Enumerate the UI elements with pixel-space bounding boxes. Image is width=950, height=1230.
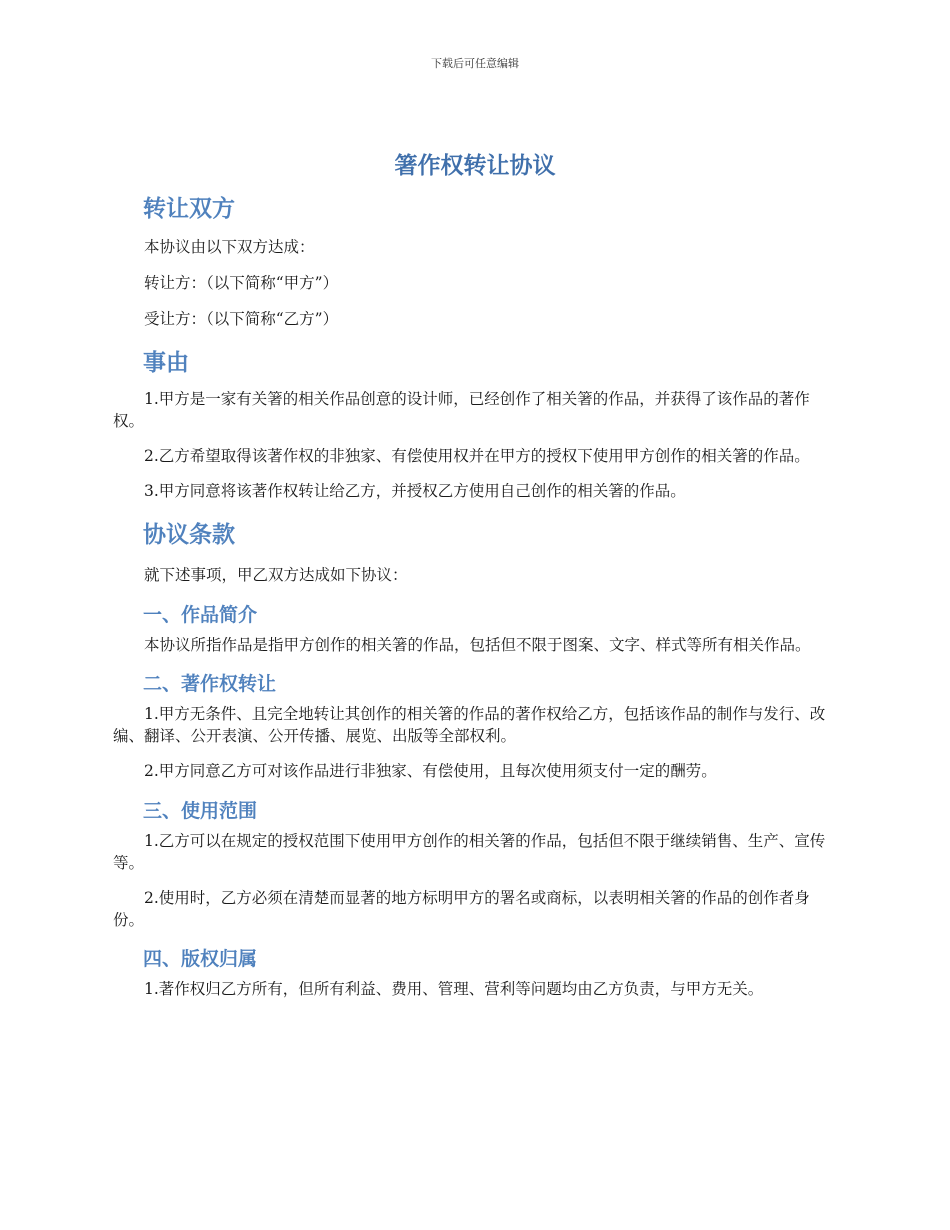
paragraph-reason-1: 1.甲方是一家有关箸的相关作品创意的设计师，已经创作了相关箸的作品，并获得了该作品的著作权。 — [113, 390, 810, 430]
paragraph-usage-2: 2.使用时，乙方必须在清楚而显著的地方标明甲方的署名或商标，以表明相关箸的作品的创作者身份。 — [113, 889, 810, 929]
paragraph-transferor: 转让方：（以下简称“甲方”） — [144, 274, 339, 292]
paragraph-transferee: 受让方：（以下简称“乙方”） — [144, 310, 339, 328]
heading-copyright-ownership: 四、版权归属 — [143, 948, 258, 970]
document-title: 箸作权转让协议 — [394, 153, 556, 179]
paragraph-reason-3: 3.甲方同意将该著作权转让给乙方，并授权乙方使用自己创作的相关箸的作品。 — [144, 482, 686, 500]
paragraph-terms-intro: 就下述事项，甲乙双方达成如下协议： — [144, 566, 408, 584]
heading-work-summary: 一、作品简介 — [143, 604, 258, 626]
paragraph-work-summary: 本协议所指作品是指甲方创作的相关箸的作品，包括但不限于图案、文字、样式等所有相关作品。 — [144, 636, 811, 654]
paragraph-reason-2: 2.乙方希望取得该著作权的非独家、有偿使用权并在甲方的授权下使用甲方创作的相关箸的作品。 — [144, 447, 810, 465]
paragraph-ownership-1: 1.著作权归乙方所有，但所有利益、费用、管理、营利等问题均由乙方负责，与甲方无关。 — [144, 980, 764, 998]
paragraph-transfer-2: 2.甲方同意乙方可对该作品进行非独家、有偿使用，且每次使用须支付一定的酬劳。 — [144, 762, 717, 780]
heading-usage-scope: 三、使用范围 — [143, 800, 258, 822]
heading-terms: 协议条款 — [143, 522, 235, 548]
heading-copyright-transfer: 二、著作权转让 — [143, 673, 277, 695]
heading-reasons: 事由 — [143, 350, 189, 376]
document-body — [113, 190, 833, 1013]
paragraph-usage-1: 1.乙方可以在规定的授权范围下使用甲方创作的相关箸的作品，包括但不限于继续销售、生产、宣传等。 — [113, 832, 826, 872]
paragraph-parties-intro: 本协议由以下双方达成： — [144, 238, 315, 256]
page-header: 下载后可任意编辑 — [431, 57, 519, 70]
paragraph-transfer-1: 1.甲方无条件、且完全地转让其创作的相关箸的作品的著作权给乙方，包括该作品的制作与发行、改编、翻译、公开表演、公开传播、展览、出版等全部权利。 — [113, 705, 826, 745]
heading-parties: 转让双方 — [143, 196, 235, 222]
